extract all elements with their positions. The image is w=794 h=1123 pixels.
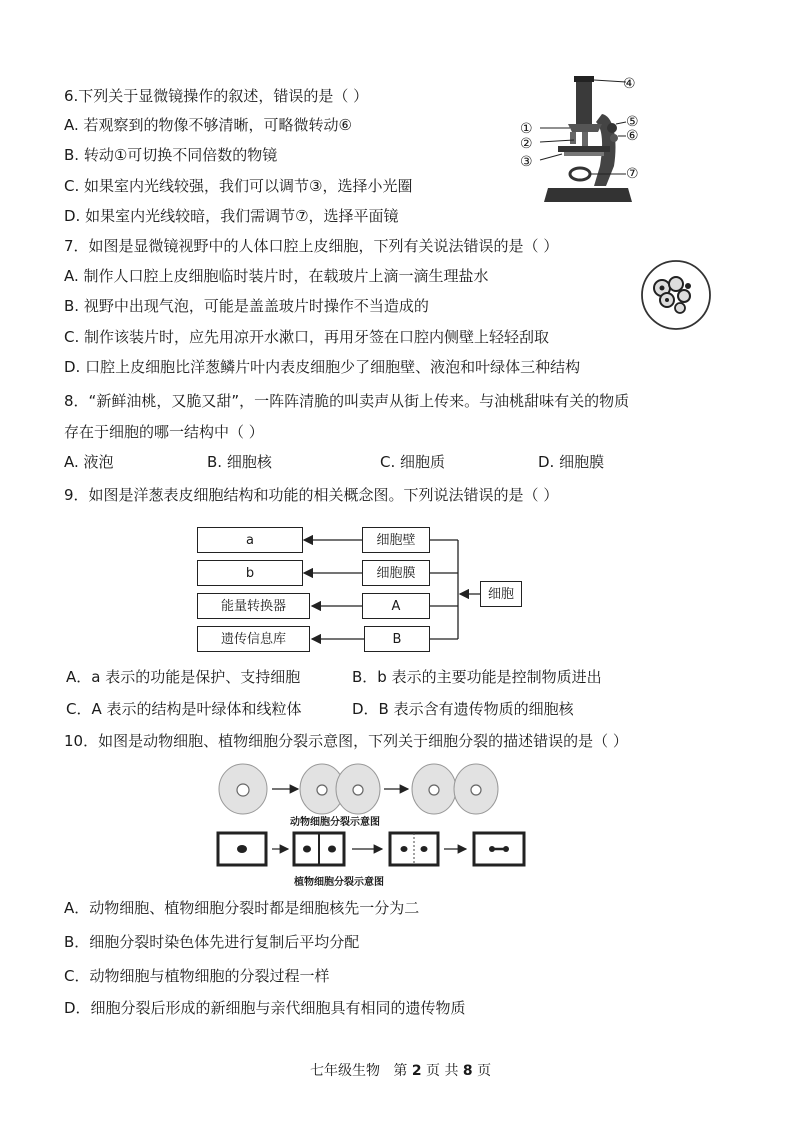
concept-box-A: A	[362, 593, 430, 619]
footer-page-mid: 页 共	[426, 1063, 459, 1079]
label-5: ⑤	[626, 114, 639, 130]
concept-box-cell-wall: 细胞壁	[362, 527, 430, 553]
plant-division-caption: 植物细胞分裂示意图	[294, 877, 384, 888]
q8-stem-line1: 8．“新鲜油桃，又脆又甜”，一阵阵清脆的叫卖声从街上传来。与油桃甜味有关的物质	[64, 392, 630, 410]
plant-cell-division-figure	[214, 829, 530, 869]
label-4: ④	[623, 76, 636, 92]
concept-box-cell-membrane: 细胞膜	[362, 560, 430, 586]
q6-option-a: A. 若观察到的物像不够清晰，可略微转动⑥	[64, 116, 352, 134]
q8-option-d: D. 细胞膜	[538, 453, 605, 471]
animal-division-caption: 动物细胞分裂示意图	[290, 817, 380, 828]
label-1: ①	[520, 121, 533, 137]
q7-option-c: C. 制作该装片时，应先用凉开水漱口，再用牙签在口腔内侧壁上轻轻刮取	[64, 328, 550, 346]
q6-option-b: B. 转动①可切换不同倍数的物镜	[64, 146, 278, 164]
footer-subject: 七年级生物	[310, 1063, 380, 1079]
q8-option-a: A. 液泡	[64, 453, 114, 471]
concept-box-b: b	[197, 560, 303, 586]
animal-cell-division-figure	[216, 760, 506, 818]
q10-option-b: B．细胞分裂时染色体先进行复制后平均分配	[64, 933, 360, 951]
q6-stem: 6.下列关于显微镜操作的叙述，错误的是（ ）	[64, 87, 369, 105]
q8-option-c: C. 细胞质	[380, 453, 446, 471]
concept-box-B: B	[364, 626, 430, 652]
microscope-view-figure	[636, 258, 716, 332]
footer-page-suffix: 页	[477, 1063, 492, 1079]
footer-page-prefix: 第	[393, 1063, 408, 1079]
q9-stem: 9．如图是洋葱表皮细胞结构和功能的相关概念图。下列说法错误的是（ ）	[64, 486, 559, 504]
q7-option-a: A. 制作人口腔上皮细胞临时装片时，在载玻片上滴一滴生理盐水	[64, 267, 489, 285]
label-7: ⑦	[626, 166, 639, 182]
label-3: ③	[520, 154, 533, 170]
q10-stem: 10．如图是动物细胞、植物细胞分裂示意图，下列关于细胞分裂的描述错误的是（ ）	[64, 732, 628, 750]
q8-option-b: B. 细胞核	[207, 453, 272, 471]
q8-stem-line2: 存在于细胞的哪一结构中（ ）	[64, 423, 264, 441]
q6-option-c: C. 如果室内光线较强，我们可以调节③，选择小光圈	[64, 177, 413, 195]
q6-option-d: D. 如果室内光线较暗，我们需调节⑦，选择平面镜	[64, 207, 399, 225]
footer-page-total: 8	[462, 1063, 473, 1079]
concept-box-genetic-library: 遗传信息库	[197, 626, 310, 652]
q7-stem: 7．如图是显微镜视野中的人体口腔上皮细胞，下列有关说法错误的是（ ）	[64, 237, 559, 255]
concept-box-a: a	[197, 527, 303, 553]
label-2: ②	[520, 136, 533, 152]
footer-page-number: 2	[411, 1063, 422, 1079]
concept-box-cell: 细胞	[480, 581, 522, 607]
q9-option-c: C．A 表示的结构是叶绿体和线粒体	[66, 700, 302, 718]
page-footer	[310, 1060, 491, 1080]
q10-option-c: C．动物细胞与植物细胞的分裂过程一样	[64, 967, 330, 985]
label-6: ⑥	[626, 128, 639, 144]
q7-option-d: D. 口腔上皮细胞比洋葱鳞片叶内表皮细胞少了细胞壁、液泡和叶绿体三种结构	[64, 358, 581, 376]
q10-option-a: A．动物细胞、植物细胞分裂时都是细胞核先一分为二	[64, 899, 420, 917]
q9-option-d: D．B 表示含有遗传物质的细胞核	[352, 700, 574, 718]
microscope-figure	[510, 70, 670, 210]
q9-option-b: B．b 表示的主要功能是控制物质进出	[352, 668, 602, 686]
concept-box-energy-converter: 能量转换器	[197, 593, 310, 619]
q9-option-a: A．a 表示的功能是保护、支持细胞	[66, 668, 301, 686]
q10-option-d: D．细胞分裂后形成的新细胞与亲代细胞具有相同的遗传物质	[64, 999, 466, 1017]
q7-option-b: B. 视野中出现气泡，可能是盖盖玻片时操作不当造成的	[64, 297, 429, 315]
